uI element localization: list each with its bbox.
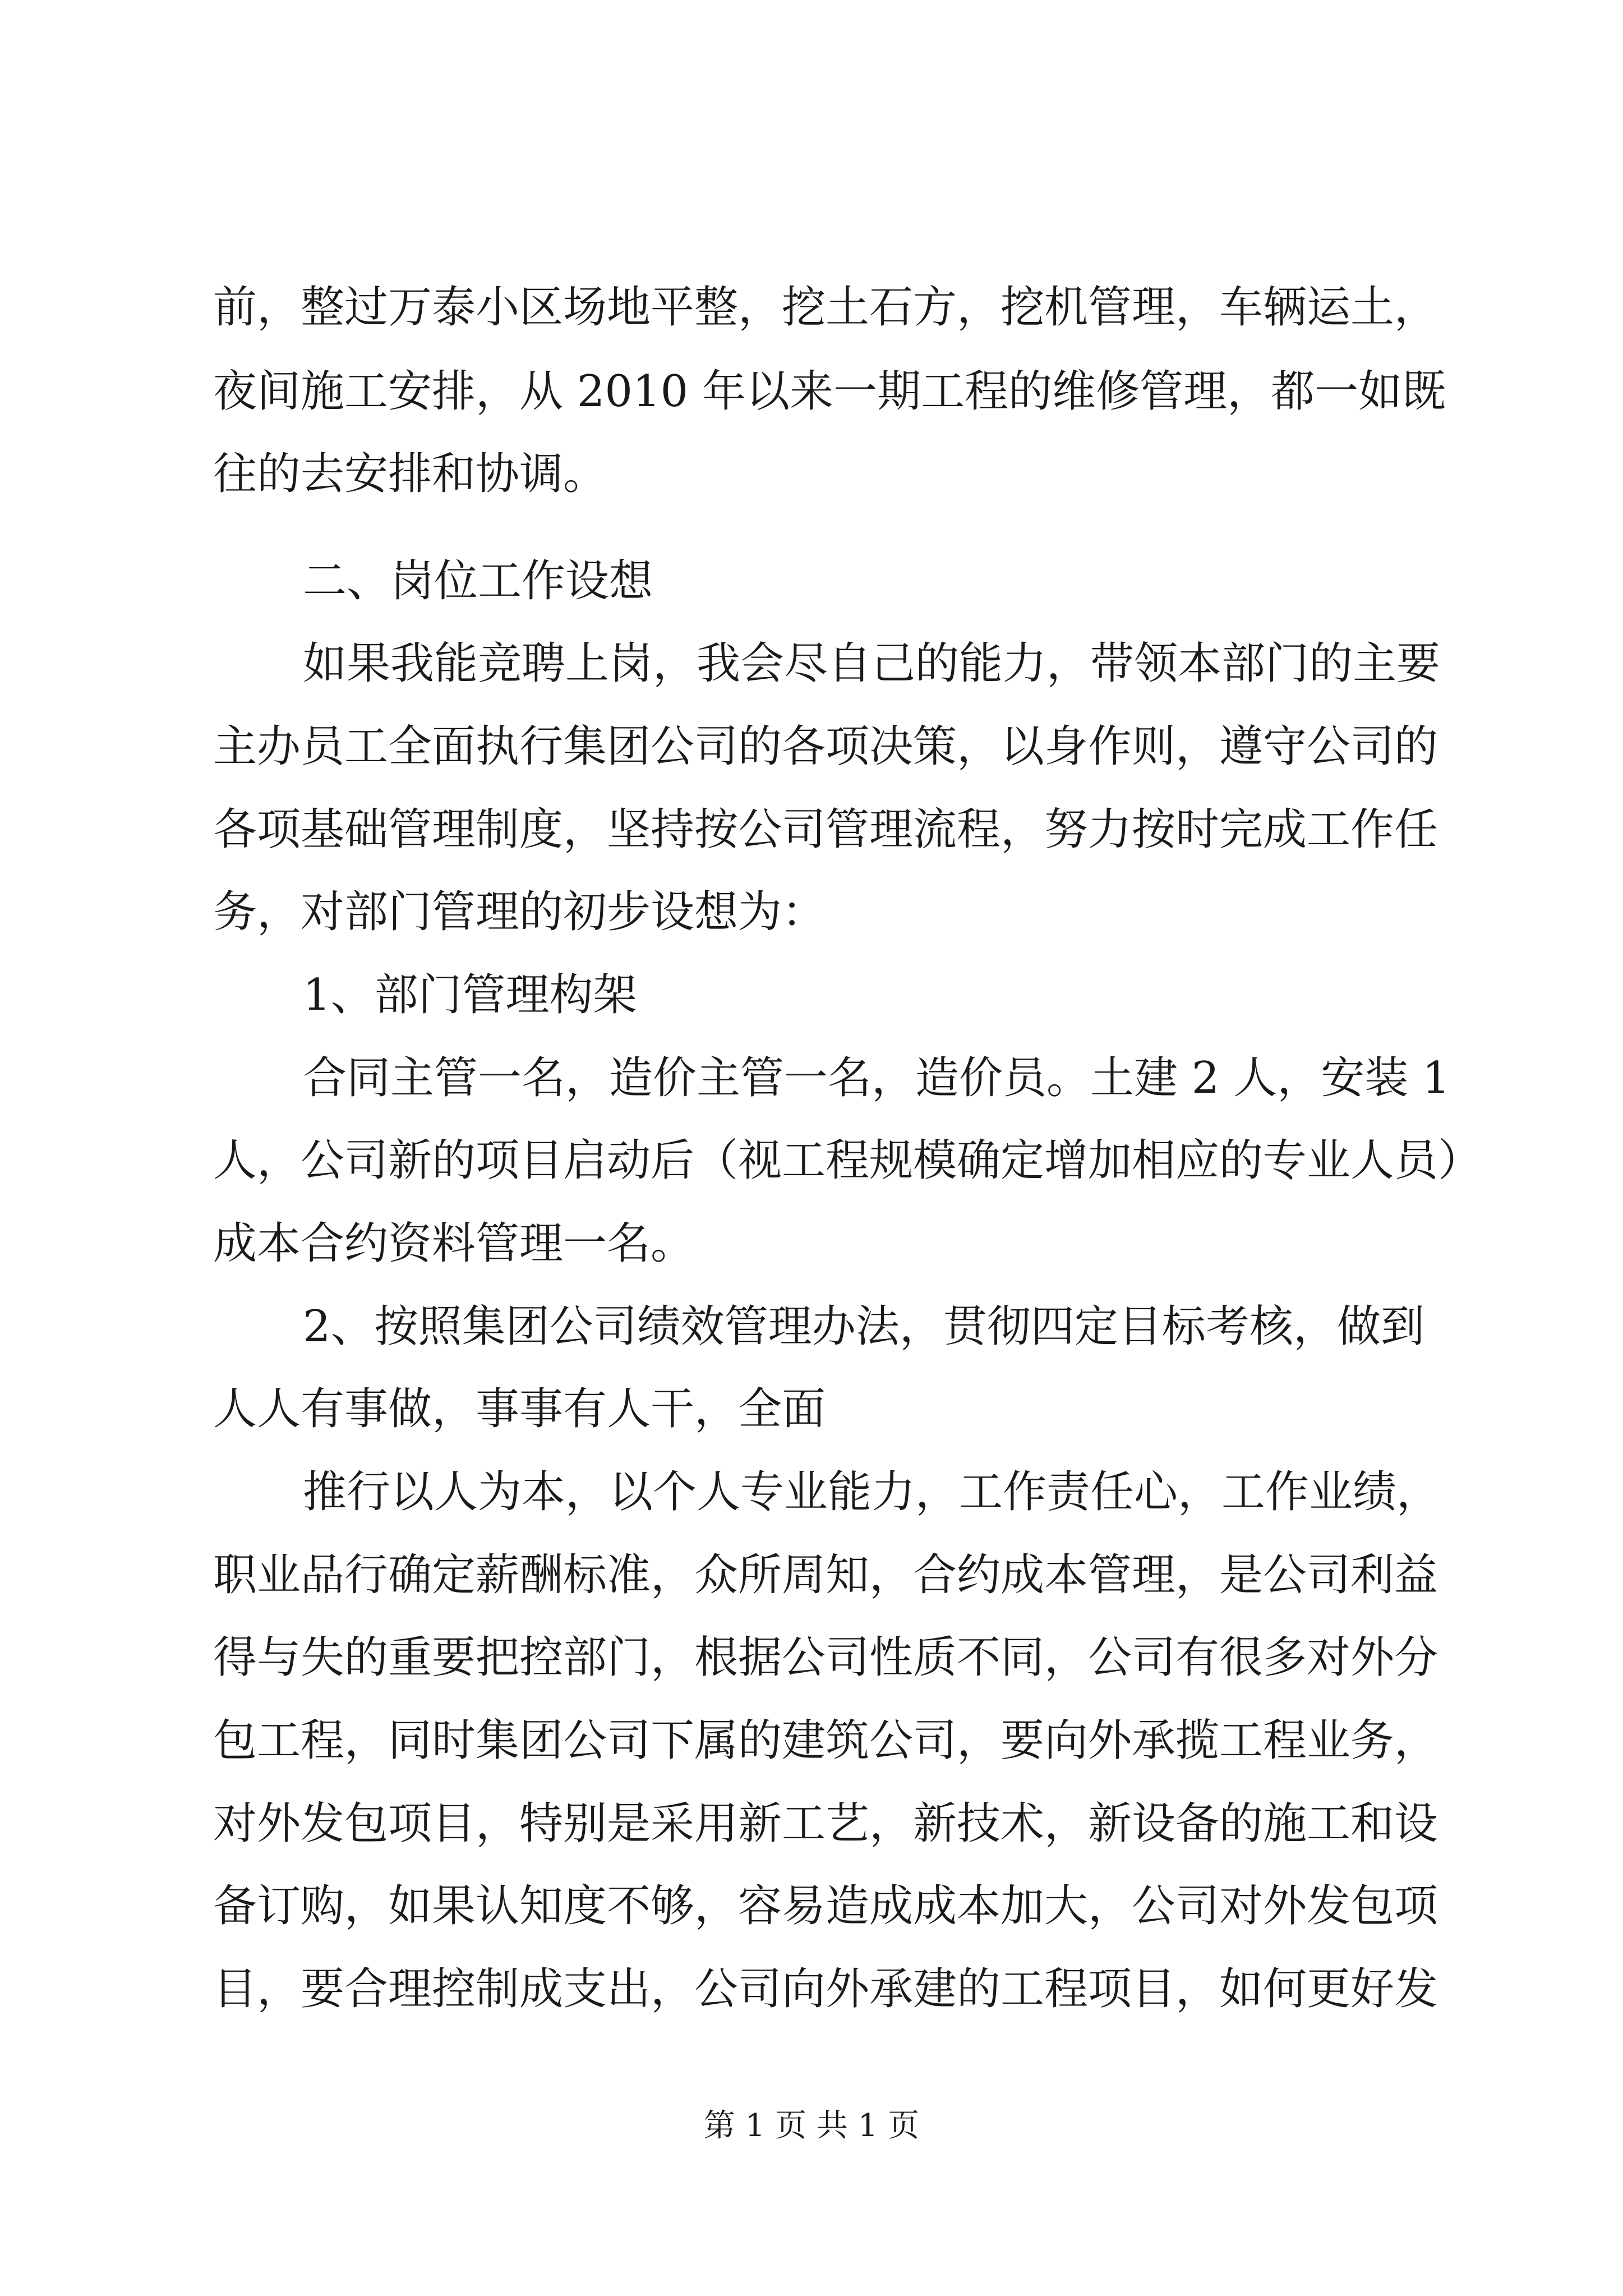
text-line-2: 夜间施工安排，从 2010 年以来一期工程的维修管理，都一如既 — [213, 366, 1446, 417]
text-line-1: 前，整过万泰小区场地平整，挖土石方，挖机管理，车辆运土， — [213, 282, 1438, 333]
subsection-heading-1: 1、部门管理构架 — [303, 970, 637, 1020]
text-line-7: 各项基础管理制度，坚持按公司管理流程，努力按时完成工作任 — [213, 804, 1438, 855]
text-line-17: 得与失的重要把控部门，根据公司性质不同，公司有很多对外分 — [213, 1632, 1438, 1683]
text-line-20: 备订购，如果认知度不够，容易造成成本加大，公司对外发包项 — [213, 1881, 1438, 1931]
text-line-21: 目，要合理控制成支出，公司向外承建的工程项目，如何更好发 — [213, 1964, 1438, 2014]
text-line-12: 成本合约资料管理一名。 — [213, 1218, 695, 1269]
section-heading: 二、岗位工作设想 — [303, 556, 653, 606]
text-line-10: 合同主管一名，造价主管一名，造价员。土建 2 人，安装 1 — [303, 1053, 1450, 1103]
text-line-16: 职业品行确定薪酬标准，众所周知，合约成本管理，是公司利益 — [213, 1550, 1438, 1600]
text-line-15: 推行以人为本，以个人专业能力，工作责任心，工作业绩， — [303, 1467, 1441, 1517]
text-line-6: 主办员工全面执行集团公司的各项决策，以身作则，遵守公司的 — [213, 721, 1438, 772]
text-line-18: 包工程，同时集团公司下属的建筑公司，要向外承揽工程业务， — [213, 1715, 1438, 1766]
text-line-5: 如果我能竞聘上岗，我会尽自己的能力，带领本部门的主要 — [303, 638, 1441, 689]
text-line-8: 务，对部门管理的初步设想为： — [213, 887, 826, 937]
page-footer: 第 1 页 共 1 页 — [703, 2108, 920, 2144]
text-line-3: 往的去安排和协调。 — [213, 449, 607, 499]
text-line-19: 对外发包项目，特别是采用新工艺，新技术，新设备的施工和设 — [213, 1798, 1438, 1849]
text-line-14: 人人有事做，事事有人干，全面 — [213, 1384, 826, 1434]
text-line-11: 人，公司新的项目启动后（视工程规模确定增加相应的专业人员） — [213, 1135, 1482, 1186]
text-line-13: 2、按照集团公司绩效管理办法，贯彻四定目标考核，做到 — [303, 1301, 1424, 1352]
